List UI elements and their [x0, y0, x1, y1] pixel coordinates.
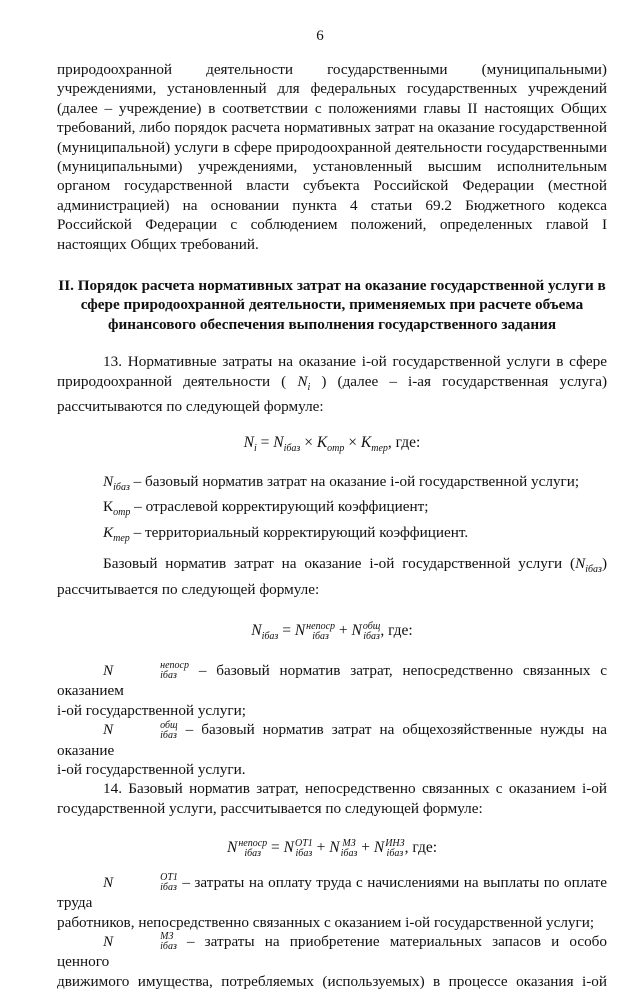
text-line: (муниципальными) учреждениями, установленный высшим исполнительным — [57, 158, 607, 176]
formula-nepoср: N непоср iбаз = N ОТ1 iбаз + N МЗ iбаз + N ИНЗ iбаз , где: — [226, 837, 438, 859]
definitions-2 — [57, 661, 607, 780]
text-line: 14. Базовый норматив затрат, непосредственно связанных с оказанием i-ой — [103, 780, 607, 798]
text-line: государственной услуги, рассчитывается по следующей формуле: — [57, 799, 483, 817]
text-line: работников, непосредственно связанных с оказанием i-ой государственной услуги; — [57, 913, 595, 931]
text-line: Российской Федерации с соблюдением положений, определенных главой I — [57, 216, 607, 234]
text-line: i-ой государственной услуги; — [57, 701, 246, 719]
definition-item: N ОТ1 iбаз – затраты на оплату труда с начислениями на выплаты по оплате труда — [57, 872, 607, 912]
text-line: (муниципальной) услуги в сфере природоохранной деятельности государственными — [57, 138, 607, 156]
text-line: органом государственной власти субъекта Российской Федерации (местной — [57, 177, 607, 195]
formula-nibaz: $N_{iбаз} = N$ непоср iбаз + N общ iбаз , где: — [251, 620, 413, 643]
text-line: природоохранной деятельности ( $N_i$ ) (далее – i-ая государственная услуга) — [57, 372, 608, 393]
definition-item: $К_{отр}$ – отраслевой корректирующий коэффициент; — [103, 498, 429, 519]
heading-line: финансового обеспечения выполнения государственного задания — [107, 315, 557, 333]
definition-item: N общ iбаз – базовый норматив затрат на общехозяйственные нужды на оказание — [57, 719, 607, 759]
text-line: (далее – учреждение) в соответствии с положениями главы II настоящих Общих — [57, 99, 607, 117]
text-line: i-ой государственной услуги. — [57, 760, 246, 778]
definitions-3 — [57, 873, 607, 991]
paragraph-14 — [57, 779, 607, 818]
heading-line: II. Порядок расчета нормативных затрат на оказание государственной услуги в — [58, 277, 606, 295]
text-line: 13. Нормативные затраты на оказание i-ой государственной услуги в сфере — [103, 353, 607, 371]
paragraph-13 — [57, 352, 607, 416]
definition-item: $N_{iбаз}$ – базовый норматив затрат на оказание i-ой государственной услуги; — [103, 473, 580, 494]
definition-item: N МЗ iбаз – затраты на приобретение материальных запасов и особо ценного — [57, 931, 607, 971]
section-heading — [57, 276, 607, 334]
definition-item: $K_{тер}$ – территориальный корректирующий коэффициент. — [103, 523, 469, 544]
text-line: настоящих Общих требований. — [57, 235, 259, 253]
text-line: администрацией) на основании пункта 4 статьи 69.2 Бюджетного кодекса — [57, 196, 607, 214]
document-body — [57, 60, 607, 991]
text-line: учреждениями, установленный для федеральных государственных учреждений — [57, 80, 607, 98]
page-number: 6 — [316, 28, 324, 44]
heading-line: сфере природоохранной деятельности, применяемых при расчете объема — [80, 296, 584, 314]
definition-item: N непоср iбаз – базовый норматив затрат, непосредственно связанных с оказанием — [57, 660, 607, 700]
text-line: природоохранной деятельности государственными (муниципальными) — [57, 61, 607, 78]
definitions-1 — [57, 472, 607, 548]
formula-ni: $N_i = N_{iбаз} \times K_{отр} \times K_{тер}$, где: — [243, 433, 421, 454]
text-line: рассчитываются по следующей формуле: — [57, 398, 324, 416]
text-line: требований, либо порядок расчета нормативных затрат на оказание государственной — [57, 119, 607, 137]
intro-paragraph — [57, 60, 607, 254]
base-paragraph — [57, 554, 607, 599]
text-line: Базовый норматив затрат на оказание i-ой государственной услуги $(N_{iбаз})$ — [103, 555, 607, 576]
text-line: движимого имущества, потребляемых (используемых) в процессе оказания i-ой — [57, 972, 607, 990]
text-line: рассчитывается по следующей формуле: — [57, 580, 320, 598]
